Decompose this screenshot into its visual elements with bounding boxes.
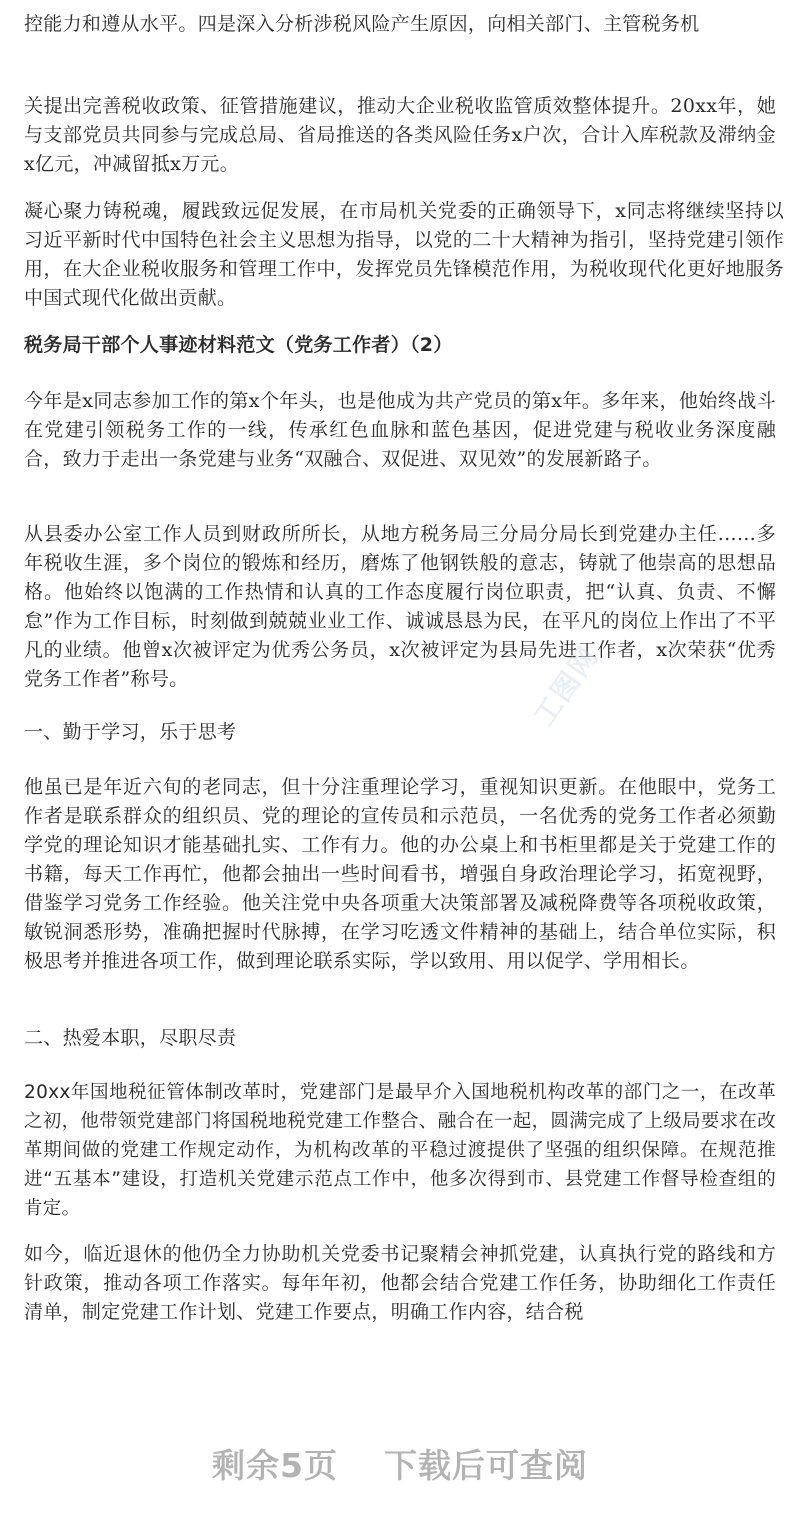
- paragraph-reform: 20xx年国地税征管体制改革时，党建部门是最早介入国地税机构改革的部门之一，在改革之初，他带领党建部门将国税地税党建工作整合、融合在一起，圆满完成了上级局要求在改革期间做的党建工作规定动作，为机构改革的平稳过渡提供了坚强的组织保障。在规范推进“五基本”建设，打造机关党建示范点工作中，他多次得到市、县党建工作督导检查组的肯定。: [24, 1082, 777, 1219]
- subheading-duty: 二、热爱本职，尽职尽责: [24, 1027, 237, 1049]
- download-to-view-label: 下载后可查阅: [383, 1446, 588, 1485]
- paragraph-risk-results: 关提出完善税收政策、征管措施建议，推动大企业税收监管质效整体提升。20xx年，她与支部党员共同参与完成总局、省局推送的各类风险任务x户次，合计入库税款及滞纳金x亿元，冲减留抵x万元。: [24, 95, 776, 175]
- paragraph-overview: 今年是x同志参加工作的第x个年头，也是他成为共产党员的第x年。多年来，他始终战斗在党建引领税务工作的一线，传承红色血脉和蓝色基因，促进党建与税收业务深度融合，致力于走出一条党建与业务“双融合、双促进、双见效”的发展新路子。: [24, 390, 776, 470]
- subheading-study: 一、勤于学习，乐于思考: [24, 721, 237, 743]
- paragraph-intro-fragment: 控能力和遵从水平。四是深入分析涉税风险产生原因，向相关部门、主管税务机: [24, 13, 700, 35]
- watermark: 工图网: [526, 639, 606, 733]
- download-prompt-banner[interactable]: [0, 1440, 800, 1487]
- paragraph-conclusion: 凝心聚力铸税魂，履践致远促发展，在市局机关党委的正确领导下，x同志将继续坚持以习近平新时代中国特色社会主义思想为指导，以党的二十大精神为指引，坚持党建引领作用，在大企业税收服务和管理工作中，发挥党员先锋模范作用，为税收现代化更好地服务中国式现代化做出贡献。: [24, 200, 784, 309]
- paragraph-study: 他虽已是年近六旬的老同志，但十分注重理论学习，重视知识更新。在他眼中，党务工作者是联系群众的组织员、党的理论的宣传员和示范员，一名优秀的党务工作者必须勤学党的理论知识才能基础扎实、工作有力。他的办公桌上和书柜里都是关于党建工作的书籍，每天工作再忙，他都会抽出一些时间看书，增强自身政治理论学习，拓宽视野，借鉴学习党务工作经验。他关注党中央各项重大决策部署及减税降费等各项税收政策，敏锐洞悉形势，准确把握时代脉搏，在学习吃透文件精神的基础上，结合单位实际，积极思考并推进各项工作，做到理论联系实际，学以致用、用以促学、学用相长。: [24, 776, 776, 972]
- section-title: 税务局干部个人事迹材料范文（党务工作者）（2）: [24, 334, 453, 356]
- paragraph-career: 从县委办公室工作人员到财政所所长，从地方税务局三分局分局长到党建办主任……多年税收生涯，多个岗位的锻炼和经历，磨炼了他钢铁般的意志，铸就了他崇高的思想品格。他始终以饱满的工作热情和认真的工作态度履行岗位职责，把“认真、负责、不懈怠”作为工作目标，时刻做到兢兢业业工作、诚诚恳恳为民，在平凡的岗位上作出了不平凡的业绩。他曾x次被评定为优秀公务员，x次被评定为县局先进工作者，x次荣获“优秀党务工作者”称号。: [24, 523, 776, 690]
- paragraph-current-work: 如今，临近退休的他仍全力协助机关党委书记聚精会神抓党建，认真执行党的路线和方针政策，推动各项工作落实。每年年初，他都会结合党建工作任务，协助细化工作责任清单，制定党建工作计划、党建工作要点，明确工作内容，结合税: [24, 1243, 776, 1323]
- remaining-pages-label: 剩余5页: [212, 1446, 338, 1485]
